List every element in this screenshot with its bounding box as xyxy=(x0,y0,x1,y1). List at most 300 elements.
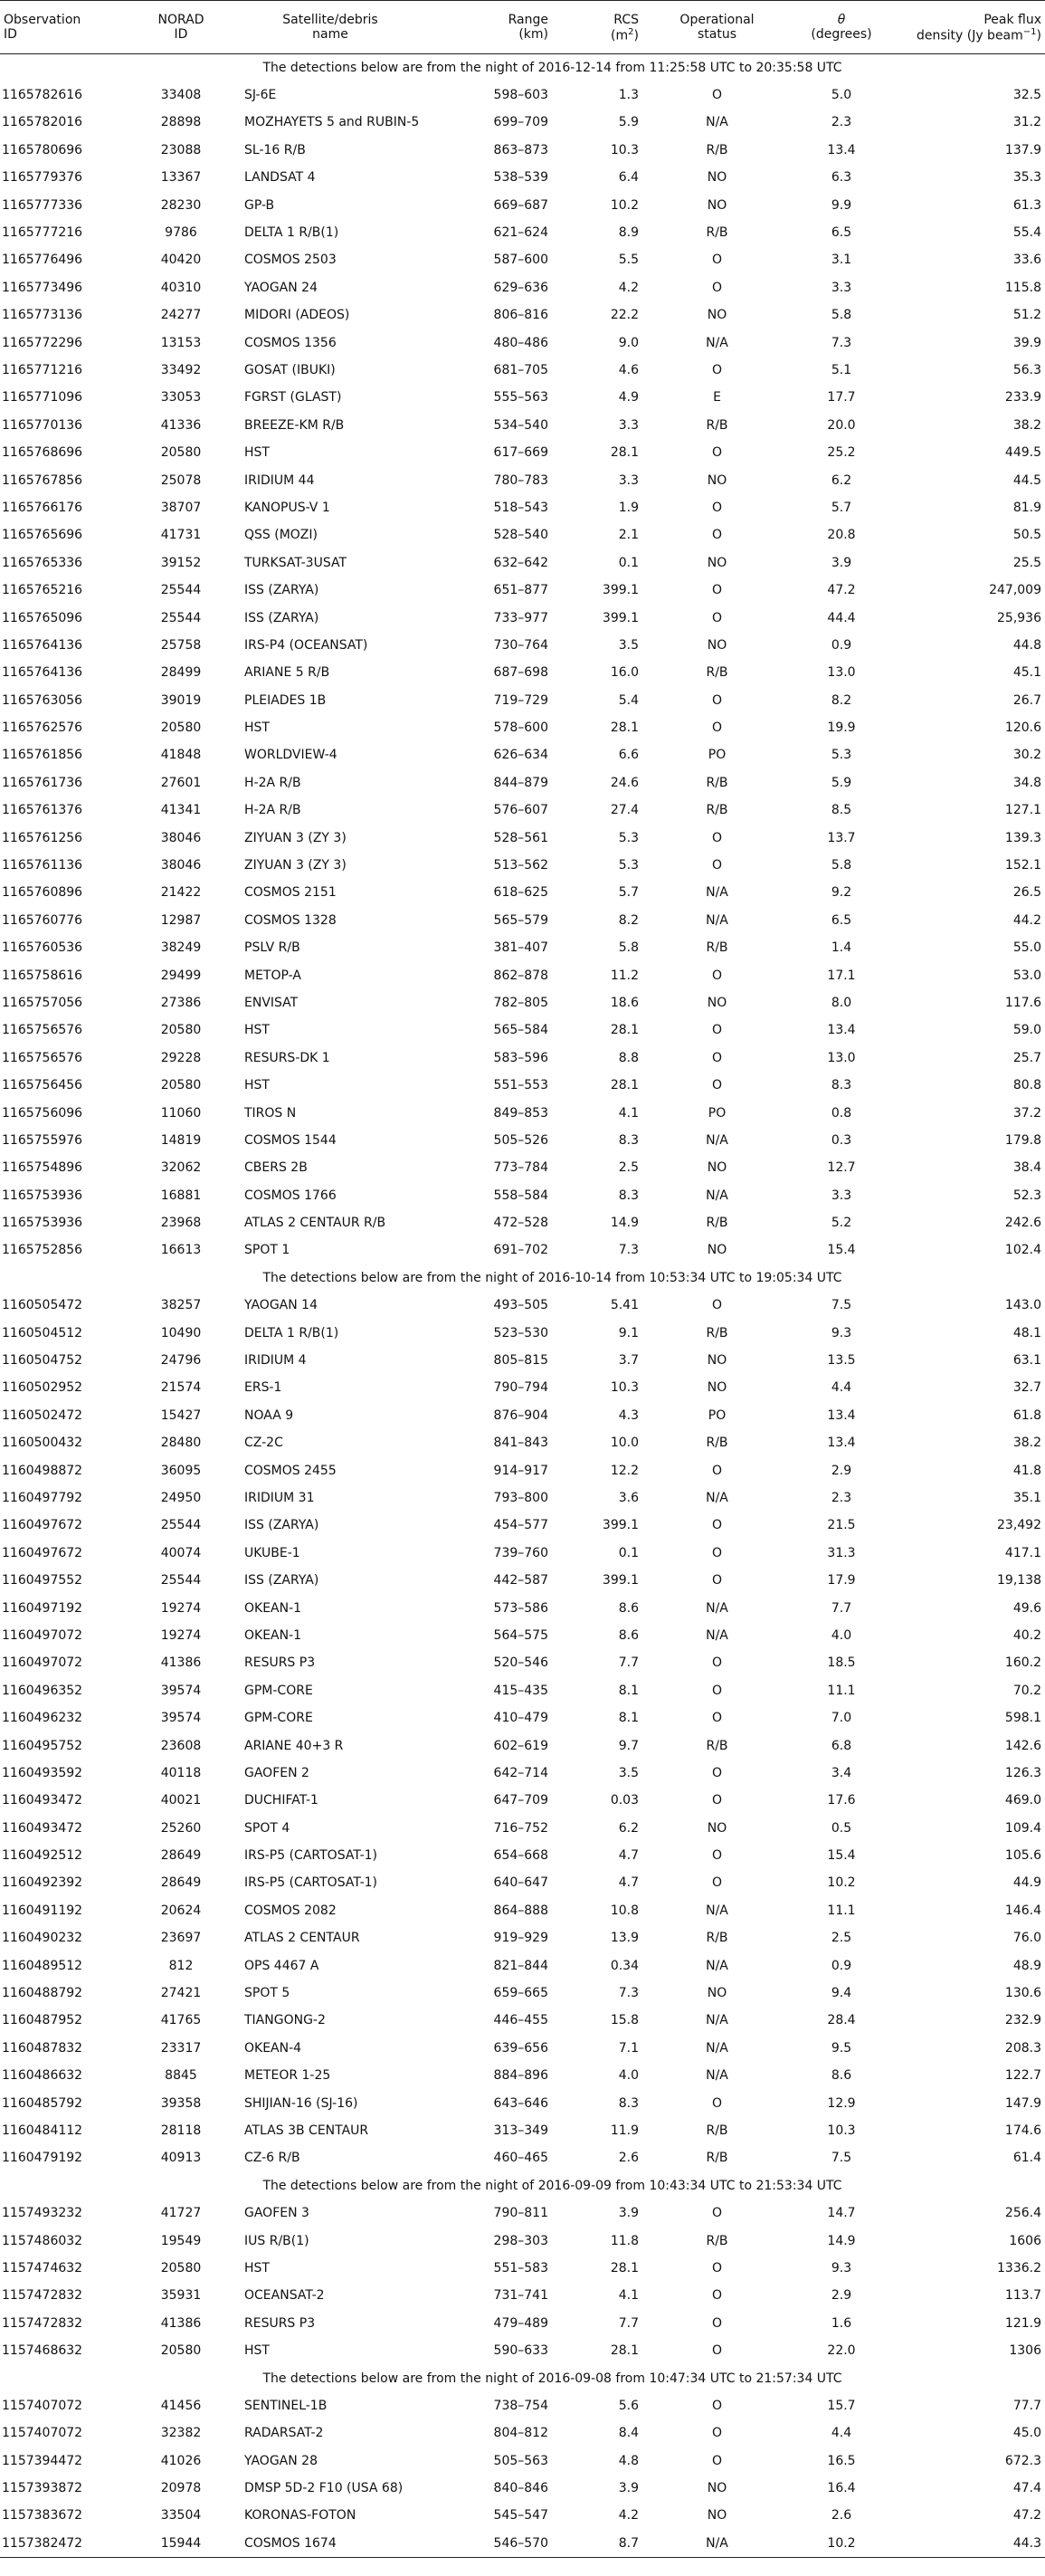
section-title: The detections below are from the night of 2016-10-14 from 10:53:34 UTC to 19:05:34 UTC xyxy=(262,1270,842,1285)
cell-operational-status: E xyxy=(713,390,721,405)
table-row xyxy=(0,2447,1045,2474)
cell-observation-id: 1160497072 xyxy=(2,1655,83,1671)
cell-observation-id: 1160496232 xyxy=(2,1711,83,1726)
cell-observation-id: 1157472832 xyxy=(2,2315,83,2331)
cell-satellite-name: DMSP 5D-2 F10 (USA 68) xyxy=(244,2481,404,2496)
col-header-rcs: RCS xyxy=(613,13,639,27)
cell-norad-id: 11060 xyxy=(160,1105,202,1121)
table-row xyxy=(0,2007,1045,2034)
cell-observation-id: 1165761376 xyxy=(2,803,83,818)
cell-rcs: 5.6 xyxy=(618,2398,639,2413)
cell-norad-id: 23697 xyxy=(160,1931,202,1946)
cell-satellite-name: GAOFEN 2 xyxy=(244,1765,309,1780)
cell-satellite-name: ZIYUAN 3 (ZY 3) xyxy=(244,858,347,873)
cell-operational-status: O xyxy=(711,720,723,736)
table-row xyxy=(0,1182,1045,1209)
cell-observation-id: 1160497672 xyxy=(2,1545,83,1560)
cell-theta: 3.1 xyxy=(831,253,852,268)
cell-satellite-name: IRS-P5 (CARTOSAT-1) xyxy=(244,1848,378,1864)
cell-range: 691–702 xyxy=(493,1243,548,1258)
cell-rcs: 8.3 xyxy=(618,2095,639,2111)
cell-peak-flux: 56.3 xyxy=(1012,362,1041,377)
cell-norad-id: 41848 xyxy=(160,748,202,763)
cell-observation-id: 1160493592 xyxy=(2,1765,83,1780)
cell-theta: 8.6 xyxy=(831,2068,852,2084)
cell-theta: 1.6 xyxy=(831,2315,852,2331)
cell-peak-flux: 44.8 xyxy=(1012,637,1041,653)
cell-rcs: 7.7 xyxy=(618,1655,639,1671)
cell-theta: 10.2 xyxy=(827,2535,856,2551)
cell-operational-status: R/B xyxy=(706,1325,728,1340)
cell-satellite-name: IRS-P5 (CARTOSAT-1) xyxy=(244,1875,378,1891)
cell-rcs: 8.9 xyxy=(618,225,639,241)
cell-rcs: 5.41 xyxy=(610,1298,639,1313)
cell-theta: 5.7 xyxy=(831,500,852,515)
cell-norad-id: 25544 xyxy=(160,1573,202,1589)
cell-satellite-name: COSMOS 2082 xyxy=(244,1903,337,1918)
cell-theta: 5.0 xyxy=(831,88,852,103)
cell-operational-status: NO xyxy=(707,2508,727,2524)
cell-theta: 6.3 xyxy=(831,170,852,186)
cell-satellite-name: OKEAN-1 xyxy=(244,1627,302,1643)
cell-operational-status: NO xyxy=(707,1160,727,1176)
cell-range: 538–539 xyxy=(493,170,548,186)
cell-theta: 4.4 xyxy=(831,2426,852,2441)
cell-range: 730–764 xyxy=(493,637,548,653)
cell-rcs: 8.4 xyxy=(618,2426,639,2441)
cell-operational-status: O xyxy=(711,280,723,295)
cell-observation-id: 1157393872 xyxy=(2,2481,83,2496)
table-row xyxy=(0,1072,1045,1099)
col-header-range: Range xyxy=(508,13,548,27)
cell-rcs: 4.8 xyxy=(618,2453,639,2468)
cell-satellite-name: CZ-6 R/B xyxy=(244,2151,300,2166)
cell-theta: 2.3 xyxy=(831,1491,852,1505)
cell-satellite-name: ZIYUAN 3 (ZY 3) xyxy=(244,830,347,845)
cell-observation-id: 1165758616 xyxy=(2,968,83,983)
col-header-range-sub: (km) xyxy=(434,27,552,54)
cell-rcs: 0.1 xyxy=(618,555,639,570)
cell-theta: 2.6 xyxy=(831,2508,852,2524)
cell-observation-id: 1165761256 xyxy=(2,830,83,845)
cell-observation-id: 1160487952 xyxy=(2,2013,83,2028)
col-header-flux-sub: density (Jy beam$^{-1}$) xyxy=(891,27,1045,54)
cell-range: 864–888 xyxy=(493,1903,548,1918)
cell-rcs: 16.0 xyxy=(610,665,639,681)
table-row xyxy=(0,1016,1045,1044)
cell-norad-id: 41456 xyxy=(160,2398,202,2413)
cell-satellite-name: COSMOS 2151 xyxy=(244,885,337,901)
cell-theta: 13.4 xyxy=(827,1407,856,1423)
table-row xyxy=(0,1429,1045,1456)
cell-operational-status: R/B xyxy=(706,2123,728,2138)
cell-observation-id: 1160497672 xyxy=(2,1518,83,1533)
cell-rcs: 4.3 xyxy=(618,1407,639,1423)
col-header-satellite-sub: name xyxy=(226,27,434,54)
cell-observation-id: 1165755976 xyxy=(2,1132,83,1148)
cell-peak-flux: 70.2 xyxy=(1012,1683,1041,1698)
cell-norad-id: 39358 xyxy=(160,2095,202,2111)
cell-peak-flux: 50.5 xyxy=(1012,528,1041,543)
cell-peak-flux: 102.4 xyxy=(1004,1243,1041,1258)
cell-norad-id: 28230 xyxy=(160,197,202,213)
cell-peak-flux: 39.9 xyxy=(1012,335,1041,350)
cell-peak-flux: 672.3 xyxy=(1004,2453,1041,2468)
cell-observation-id: 1160493472 xyxy=(2,1820,83,1836)
cell-satellite-name: HST xyxy=(244,720,270,736)
cell-satellite-name: WORLDVIEW-4 xyxy=(244,748,337,763)
cell-observation-id: 1165760776 xyxy=(2,912,83,928)
cell-norad-id: 16881 xyxy=(160,1188,202,1203)
table-row xyxy=(0,1045,1045,1072)
cell-observation-id: 1165763056 xyxy=(2,692,83,708)
cell-norad-id: 25078 xyxy=(160,472,202,488)
cell-theta: 9.5 xyxy=(831,2040,852,2056)
cell-peak-flux: 1606 xyxy=(1009,2233,1041,2248)
cell-theta: 9.4 xyxy=(831,1986,852,2001)
table-row xyxy=(0,1127,1045,1154)
cell-operational-status: O xyxy=(711,858,723,873)
cell-observation-id: 1157474632 xyxy=(2,2260,83,2275)
cell-range: 621–624 xyxy=(493,225,548,241)
cell-operational-status: R/B xyxy=(706,1738,728,1753)
cell-theta: 13.5 xyxy=(827,1353,856,1369)
table-row xyxy=(0,549,1045,577)
table-row xyxy=(0,714,1045,741)
cell-satellite-name: DUCHIFAT-1 xyxy=(244,1793,318,1808)
cell-rcs: 28.1 xyxy=(610,2343,639,2359)
cell-satellite-name: ISS (ZARYA) xyxy=(244,1518,319,1533)
table-row xyxy=(0,632,1045,659)
table-row xyxy=(0,1842,1045,1869)
section-title: The detections below are from the night of 2016-09-09 from 10:43:34 UTC to 21:53:34 UTC xyxy=(262,2178,842,2193)
table-row xyxy=(0,1980,1045,2007)
cell-satellite-name: GOSAT (IBUKI) xyxy=(244,362,336,377)
cell-theta: 6.5 xyxy=(831,225,852,241)
cell-range: 573–586 xyxy=(493,1600,548,1616)
cell-range: 518–543 xyxy=(493,500,548,515)
cell-satellite-name: TIROS N xyxy=(244,1105,297,1121)
cell-norad-id: 20580 xyxy=(160,2260,202,2275)
cell-range: 651–877 xyxy=(493,583,548,598)
cell-peak-flux: 179.8 xyxy=(1004,1132,1041,1148)
cell-theta: 8.2 xyxy=(831,692,852,708)
cell-rcs: 18.6 xyxy=(610,995,639,1010)
cell-norad-id: 38046 xyxy=(160,830,202,845)
cell-rcs: 2.1 xyxy=(618,528,639,543)
cell-peak-flux: 25.5 xyxy=(1012,555,1041,570)
cell-theta: 10.3 xyxy=(827,2123,856,2138)
cell-range: 629–636 xyxy=(493,280,548,295)
cell-satellite-name: ATLAS 2 CENTAUR R/B xyxy=(244,1216,386,1231)
cell-operational-status: O xyxy=(711,1765,723,1780)
cell-rcs: 3.5 xyxy=(618,637,639,653)
cell-operational-status: O xyxy=(711,2095,723,2111)
cell-observation-id: 1165780696 xyxy=(2,142,83,157)
cell-rcs: 4.7 xyxy=(618,1875,639,1891)
cell-operational-status: R/B xyxy=(706,940,728,956)
cell-theta: 12.9 xyxy=(827,2095,856,2111)
cell-norad-id: 15427 xyxy=(160,1407,202,1423)
cell-range: 739–760 xyxy=(493,1545,548,1560)
cell-rcs: 3.9 xyxy=(618,2206,639,2221)
cell-rcs: 4.2 xyxy=(618,280,639,295)
cell-range: 731–741 xyxy=(493,2288,548,2304)
cell-rcs: 7.7 xyxy=(618,2315,639,2331)
cell-operational-status: N/A xyxy=(706,1958,728,1973)
cell-rcs: 11.9 xyxy=(610,2123,639,2138)
cell-operational-status: NO xyxy=(707,1353,727,1369)
cell-operational-status: N/A xyxy=(706,2013,728,2028)
cell-observation-id: 1165776496 xyxy=(2,253,83,268)
table-row xyxy=(0,1484,1045,1512)
cell-observation-id: 1165764136 xyxy=(2,665,83,681)
cell-peak-flux: 40.2 xyxy=(1012,1627,1041,1643)
cell-range: 545–547 xyxy=(493,2508,548,2524)
cell-range: 505–526 xyxy=(493,1132,548,1148)
section-title: The detections below are from the night of 2016-09-08 from 10:47:34 UTC to 21:57:34 UTC xyxy=(262,2371,842,2386)
cell-observation-id: 1165752856 xyxy=(2,1243,83,1258)
cell-norad-id: 40021 xyxy=(160,1793,202,1808)
cell-norad-id: 25260 xyxy=(160,1820,202,1836)
cell-satellite-name: METEOR 1-25 xyxy=(244,2068,331,2084)
table-row xyxy=(0,1760,1045,1787)
cell-operational-status: R/B xyxy=(706,2233,728,2248)
cell-operational-status: NO xyxy=(707,308,727,323)
cell-satellite-name: IRIDIUM 4 xyxy=(244,1353,307,1369)
cell-operational-status: N/A xyxy=(706,115,728,130)
cell-observation-id: 1165753936 xyxy=(2,1216,83,1231)
cell-peak-flux: 61.4 xyxy=(1012,2151,1041,2166)
cell-theta: 8.0 xyxy=(831,995,852,1010)
cell-peak-flux: 449.5 xyxy=(1004,445,1041,461)
cell-peak-flux: 598.1 xyxy=(1004,1711,1041,1726)
cell-observation-id: 1160492512 xyxy=(2,1848,83,1864)
cell-theta: 16.4 xyxy=(827,2481,856,2496)
cell-peak-flux: 44.9 xyxy=(1012,1875,1041,1891)
table-row xyxy=(0,1292,1045,1319)
cell-theta: 2.9 xyxy=(831,1463,852,1478)
cell-rcs: 9.0 xyxy=(618,335,639,350)
cell-rcs: 399.1 xyxy=(602,583,639,598)
cell-norad-id: 24950 xyxy=(160,1491,202,1505)
cell-satellite-name: IRS-P4 (OCEANSAT) xyxy=(244,637,368,653)
table-row xyxy=(0,934,1045,961)
table-row xyxy=(0,1154,1045,1181)
cell-norad-id: 14819 xyxy=(160,1132,202,1148)
cell-operational-status: O xyxy=(711,1793,723,1808)
cell-range: 862–878 xyxy=(493,968,548,983)
cell-norad-id: 23317 xyxy=(160,2040,202,2056)
cell-observation-id: 1160500432 xyxy=(2,1436,83,1451)
cell-theta: 6.5 xyxy=(831,912,852,928)
cell-satellite-name: TURKSAT-3USAT xyxy=(244,555,347,570)
cell-observation-id: 1165762576 xyxy=(2,720,83,736)
table-row xyxy=(0,1869,1045,1896)
cell-theta: 13.4 xyxy=(827,1023,856,1038)
cell-range: 493–505 xyxy=(493,1298,548,1313)
cell-satellite-name: DELTA 1 R/B(1) xyxy=(244,1325,339,1340)
cell-observation-id: 1165764136 xyxy=(2,637,83,653)
cell-operational-status: O xyxy=(711,2260,723,2275)
table-row xyxy=(0,191,1045,218)
cell-theta: 1.4 xyxy=(831,940,852,956)
table-row xyxy=(0,769,1045,797)
cell-observation-id: 1165754896 xyxy=(2,1160,83,1176)
col-header-theta-sub: (degrees) xyxy=(792,27,891,54)
cell-range: 415–435 xyxy=(493,1683,548,1698)
section-heading xyxy=(0,1264,1045,1292)
cell-peak-flux: 48.9 xyxy=(1012,1958,1041,1973)
cell-norad-id: 28118 xyxy=(160,2123,202,2138)
cell-rcs: 3.7 xyxy=(618,1353,639,1369)
col-header-operational-sub: status xyxy=(642,27,792,54)
table-row xyxy=(0,604,1045,631)
cell-norad-id: 41336 xyxy=(160,417,202,433)
cell-satellite-name: FGRST (GLAST) xyxy=(244,390,342,405)
cell-observation-id: 1165782616 xyxy=(2,88,83,103)
cell-norad-id: 40913 xyxy=(160,2151,202,2166)
cell-rcs: 3.9 xyxy=(618,2481,639,2496)
cell-observation-id: 1165756456 xyxy=(2,1078,83,1093)
cell-range: 454–577 xyxy=(493,1518,548,1533)
cell-satellite-name: YAOGAN 14 xyxy=(244,1298,318,1313)
cell-norad-id: 812 xyxy=(168,1958,194,1973)
cell-satellite-name: SPOT 4 xyxy=(244,1820,290,1836)
cell-range: 551–553 xyxy=(493,1078,548,1093)
cell-range: 446–455 xyxy=(493,2013,548,2028)
cell-norad-id: 20624 xyxy=(160,1903,202,1918)
cell-observation-id: 1165753936 xyxy=(2,1188,83,1203)
cell-observation-id: 1157486032 xyxy=(2,2233,83,2248)
cell-satellite-name: COSMOS 2455 xyxy=(244,1463,337,1478)
cell-peak-flux: 76.0 xyxy=(1012,1931,1041,1946)
cell-operational-status: R/B xyxy=(706,225,728,241)
cell-peak-flux: 147.9 xyxy=(1004,2095,1041,2111)
cell-norad-id: 25758 xyxy=(160,637,202,653)
cell-theta: 6.8 xyxy=(831,1738,852,1753)
cell-operational-status: O xyxy=(711,1875,723,1891)
cell-peak-flux: 33.6 xyxy=(1012,253,1041,268)
cell-peak-flux: 26.7 xyxy=(1012,692,1041,708)
cell-rcs: 8.2 xyxy=(618,912,639,928)
cell-rcs: 7.3 xyxy=(618,1986,639,2001)
cell-rcs: 15.8 xyxy=(610,2013,639,2028)
cell-range: 479–489 xyxy=(493,2315,548,2331)
cell-operational-status: O xyxy=(711,445,723,461)
cell-range: 654–668 xyxy=(493,1848,548,1864)
cell-satellite-name: ATLAS 3B CENTAUR xyxy=(244,2123,369,2138)
section-title: The detections below are from the night of 2016-12-14 from 11:25:58 UTC to 20:35:58 UTC xyxy=(262,60,842,75)
cell-observation-id: 1160492392 xyxy=(2,1875,83,1891)
cell-range: 551–583 xyxy=(493,2260,548,2275)
cell-observation-id: 1165757056 xyxy=(2,995,83,1010)
cell-peak-flux: 256.4 xyxy=(1004,2206,1041,2221)
cell-operational-status: NO xyxy=(707,637,727,653)
cell-observation-id: 1165766176 xyxy=(2,500,83,515)
cell-satellite-name: TIANGONG-2 xyxy=(244,2013,326,2028)
cell-rcs: 14.9 xyxy=(610,1216,639,1231)
cell-peak-flux: 32.5 xyxy=(1012,88,1041,103)
cell-range: 381–407 xyxy=(493,940,548,956)
table-row xyxy=(0,246,1045,273)
cell-norad-id: 28480 xyxy=(160,1436,202,1451)
cell-rcs: 8.1 xyxy=(618,1683,639,1698)
cell-operational-status: O xyxy=(711,2426,723,2441)
cell-operational-status: N/A xyxy=(706,1132,728,1148)
table-row xyxy=(0,2392,1045,2419)
cell-range: 564–575 xyxy=(493,1627,548,1643)
cell-peak-flux: 142.6 xyxy=(1004,1738,1041,1753)
cell-observation-id: 1160495752 xyxy=(2,1738,83,1753)
cell-range: 790–811 xyxy=(493,2206,548,2221)
table-header xyxy=(0,1,1045,54)
cell-rcs: 13.9 xyxy=(610,1931,639,1946)
cell-theta: 3.3 xyxy=(831,280,852,295)
cell-rcs: 10.2 xyxy=(610,197,639,213)
cell-rcs: 4.1 xyxy=(618,1105,639,1121)
cell-rcs: 0.1 xyxy=(618,1545,639,1560)
cell-satellite-name: HST xyxy=(244,2343,270,2359)
cell-peak-flux: 121.9 xyxy=(1004,2315,1041,2331)
cell-observation-id: 1165772296 xyxy=(2,335,83,350)
cell-norad-id: 24277 xyxy=(160,308,202,323)
cell-range: 480–486 xyxy=(493,335,548,350)
section-heading xyxy=(0,54,1045,81)
cell-theta: 5.3 xyxy=(831,748,852,763)
cell-norad-id: 33492 xyxy=(160,362,202,377)
cell-observation-id: 1160497792 xyxy=(2,1491,83,1505)
cell-peak-flux: 31.2 xyxy=(1012,115,1041,130)
cell-satellite-name: YAOGAN 28 xyxy=(244,2453,318,2468)
cell-peak-flux: 38.2 xyxy=(1012,417,1041,433)
table-row xyxy=(0,2062,1045,2089)
table-row xyxy=(0,577,1045,604)
table-row xyxy=(0,2117,1045,2144)
cell-rcs: 8.3 xyxy=(618,1132,639,1148)
table-row xyxy=(0,2502,1045,2529)
cell-peak-flux: 51.2 xyxy=(1012,308,1041,323)
cell-peak-flux: 1336.2 xyxy=(997,2260,1041,2275)
cell-norad-id: 25544 xyxy=(160,583,202,598)
cell-observation-id: 1160497552 xyxy=(2,1573,83,1589)
cell-range: 790–794 xyxy=(493,1380,548,1396)
cell-observation-id: 1157472832 xyxy=(2,2288,83,2304)
cell-satellite-name: HST xyxy=(244,2260,270,2275)
cell-theta: 5.8 xyxy=(831,308,852,323)
cell-satellite-name: ISS (ZARYA) xyxy=(244,610,319,625)
cell-satellite-name: RESURS P3 xyxy=(244,1655,316,1671)
cell-observation-id: 1160484112 xyxy=(2,2123,83,2138)
cell-operational-status: N/A xyxy=(706,1903,728,1918)
cell-norad-id: 19274 xyxy=(160,1600,202,1616)
cell-observation-id: 1165761736 xyxy=(2,775,83,790)
table-row xyxy=(0,1897,1045,1924)
cell-norad-id: 21422 xyxy=(160,885,202,901)
cell-observation-id: 1165765336 xyxy=(2,555,83,570)
cell-theta: 11.1 xyxy=(827,1903,856,1918)
cell-operational-status: O xyxy=(711,2288,723,2304)
cell-rcs: 1.3 xyxy=(618,88,639,103)
cell-range: 632–642 xyxy=(493,555,548,570)
cell-range: 640–647 xyxy=(493,1875,548,1891)
table-row xyxy=(0,219,1045,246)
cell-range: 626–634 xyxy=(493,748,548,763)
cell-observation-id: 1165767856 xyxy=(2,472,83,488)
cell-norad-id: 40420 xyxy=(160,253,202,268)
cell-satellite-name: MIDORI (ADEOS) xyxy=(244,308,350,323)
cell-observation-id: 1160497072 xyxy=(2,1627,83,1643)
